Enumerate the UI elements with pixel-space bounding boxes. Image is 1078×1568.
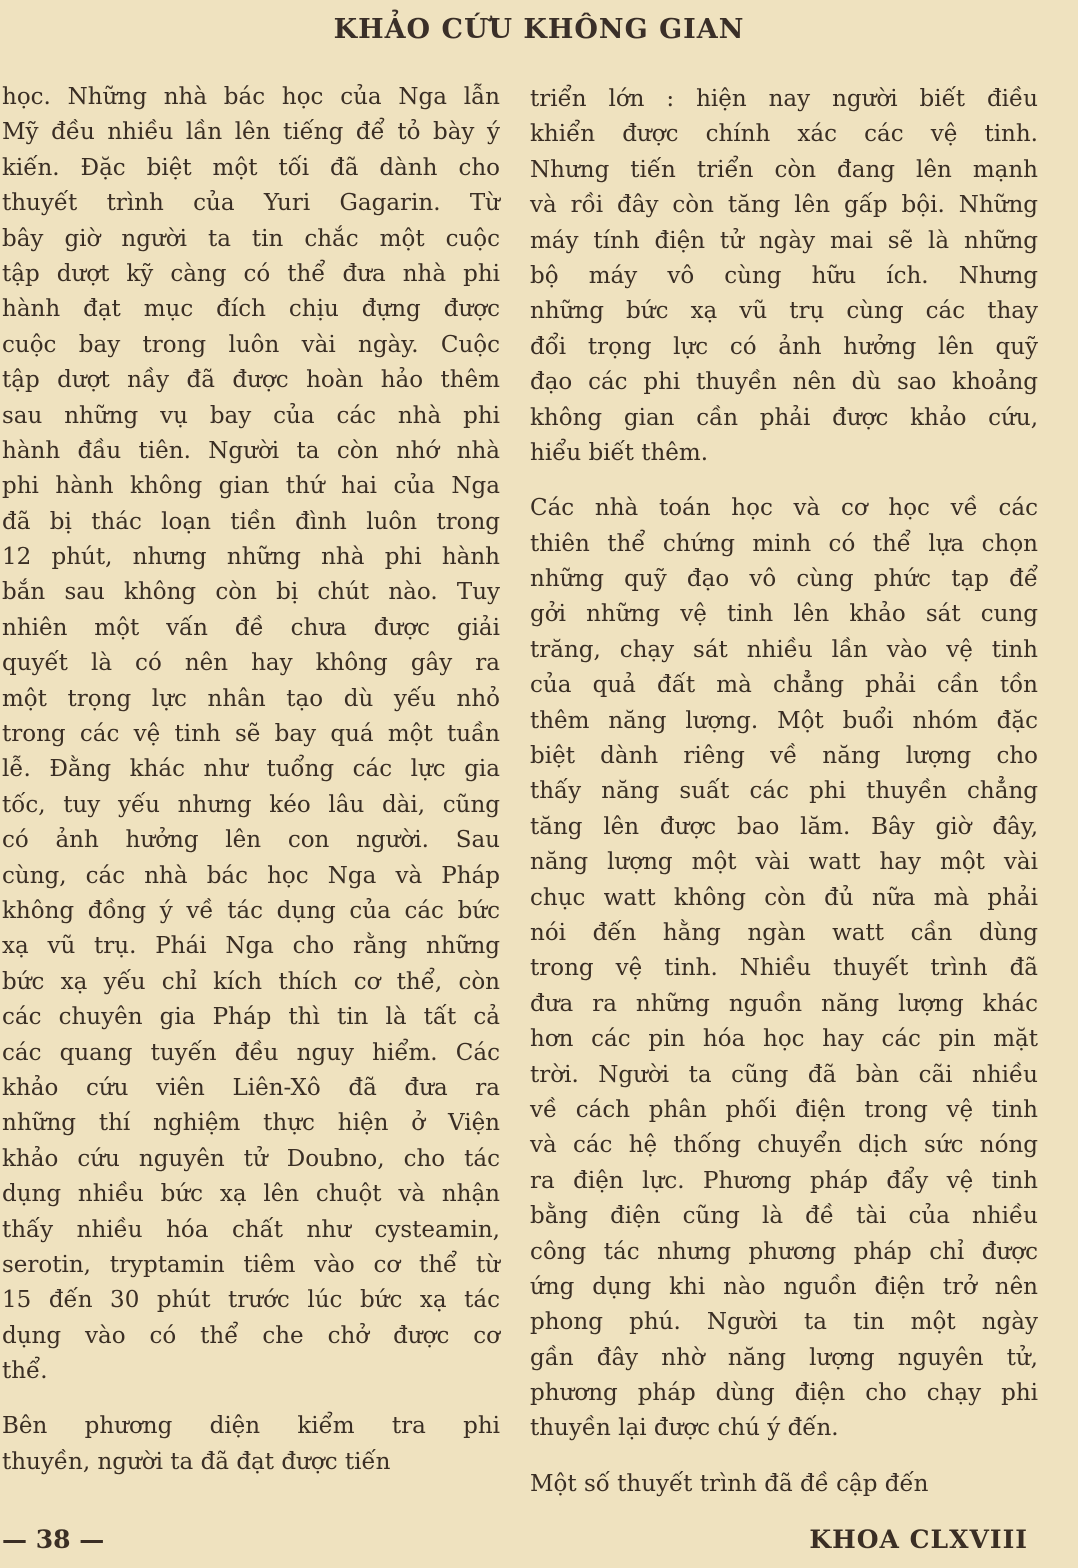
text-line: dụng vào có thể che chở được cơ (2, 1322, 500, 1349)
text-line: công tác nhưng phương pháp chỉ được (530, 1238, 1038, 1265)
text-line: dụng nhiều bức xạ lên chuột và nhận (2, 1181, 500, 1208)
text-line: những thí nghiệm thực hiện ở Viện (2, 1110, 500, 1137)
page-number: — 38 — (2, 1525, 105, 1554)
text-line: quyết là có nên hay không gây ra (2, 650, 500, 677)
text-line: gần đây nhờ năng lượng nguyên tử, (530, 1344, 1038, 1371)
text-line: tập dượt kỹ càng có thể đưa nhà phi (2, 260, 500, 287)
text-line: trong vệ tinh. Nhiều thuyết trình đã (530, 955, 1038, 982)
text-line: serotin, tryptamin tiêm vào cơ thể từ (2, 1251, 500, 1278)
text-line: chục watt không còn đủ nữa mà phải (530, 884, 1038, 911)
text-line: bây giờ người ta tin chắc một cuộc (2, 225, 500, 252)
text-line: về cách phân phối điện trong vệ tinh (530, 1096, 1038, 1123)
publication-name: KHOA CLXVIII (809, 1525, 1028, 1554)
text-line: trăng, chạy sát nhiều lần vào vệ tinh (530, 636, 1038, 663)
text-line: phong phú. Người ta tin một ngày (530, 1309, 1038, 1336)
text-line: hơn các pin hóa học hay các pin mặt (530, 1026, 1038, 1053)
text-line: gởi những vệ tinh lên khảo sát cung (530, 601, 1038, 628)
text-line: thuyền lại được chú ý đến. (530, 1415, 839, 1442)
text-line: phi hành không gian thứ hai của Nga (2, 473, 500, 500)
text-line: của quả đất mà chẳng phải cần tồn (530, 672, 1038, 699)
text-line: thêm năng lượng. Một buổi nhóm đặc (530, 707, 1038, 734)
text-line: học. Những nhà bác học của Nga lẫn (2, 84, 500, 110)
text-line: không đồng ý về tác dụng của các bức (2, 897, 500, 924)
text-line: nói đến hằng ngàn watt cần dùng (530, 919, 1038, 946)
text-line: máy tính điện tử ngày mai sẽ là những (530, 227, 1038, 254)
text-line: hiểu biết thêm. (530, 439, 709, 466)
paragraph (530, 1467, 1038, 1502)
left-text-column (2, 80, 500, 1480)
text-line: khiển được chính xác các vệ tinh. (530, 121, 1038, 148)
text-line: nhiên một vấn đề chưa được giải (2, 614, 500, 641)
text-line: đã bị thác loạn tiền đình luôn trong (2, 508, 500, 535)
text-line: một trọng lực nhân tạo dù yếu nhỏ (2, 685, 500, 712)
text-line: cuộc bay trong luôn vài ngày. Cuộc (2, 331, 500, 358)
text-line: thấy năng suất các phi thuyền chẳng (530, 778, 1038, 805)
text-line: trong các vệ tinh sẽ bay quá một tuần (2, 721, 500, 748)
text-line: sau những vụ bay của các nhà phi (2, 402, 500, 429)
text-line: cùng, các nhà bác học Nga và Pháp (2, 862, 500, 889)
text-line: lễ. Đằng khác như tuổng các lực gia (2, 756, 500, 783)
text-line: ứng dụng khi nào nguồn điện trở nên (530, 1273, 1038, 1300)
text-line: kiến. Đặc biệt một tối đã dành cho (2, 154, 500, 181)
text-line: các quang tuyến đều nguy hiểm. Các (2, 1039, 500, 1066)
text-line: khảo cứu nguyên tử Doubno, cho tác (2, 1145, 500, 1172)
text-line: hành đạt mục đích chịu đựng được (2, 296, 500, 323)
text-line: những bức xạ vũ trụ cùng các thay (530, 298, 1038, 325)
text-line: Các nhà toán học và cơ học về các (530, 495, 1038, 522)
text-line: thiên thể chứng minh có thể lựa chọn (530, 530, 1038, 557)
text-line: và rồi đây còn tăng lên gấp bội. Những (530, 192, 1038, 219)
text-line: Mỹ đều nhiều lần lên tiếng để tỏ bày ý (2, 119, 500, 146)
right-text-column (530, 82, 1038, 1502)
page-header-title: KHẢO CỨU KHÔNG GIAN (333, 14, 745, 45)
text-line: triển lớn : hiện nay người biết điều (530, 86, 1038, 112)
text-line: các chuyên gia Pháp thì tin là tất cả (2, 1004, 500, 1031)
paragraph (530, 491, 1038, 1447)
text-line: tăng lên được bao lăm. Bây giờ đây, (530, 813, 1038, 840)
text-line: 12 phút, nhưng những nhà phi hành (2, 544, 500, 571)
text-line: tốc, tuy yếu nhưng kéo lâu dài, cũng (2, 791, 500, 818)
text-line: đưa ra những nguồn năng lượng khác (530, 990, 1038, 1017)
text-line: thể. (2, 1358, 48, 1385)
paragraph-gap (530, 471, 1038, 491)
text-line: thuyết trình của Yuri Gagarin. Từ (2, 190, 500, 217)
text-line: trời. Người ta cũng đã bàn cãi nhiều (530, 1061, 1038, 1088)
text-line: khảo cứu viên Liên-Xô đã đưa ra (2, 1074, 500, 1101)
text-line: và các hệ thống chuyển dịch sức nóng (530, 1132, 1038, 1159)
text-line: xạ vũ trụ. Phái Nga cho rằng những (2, 933, 500, 960)
text-line: năng lượng một vài watt hay một vài (530, 849, 1038, 876)
text-line: đổi trọng lực có ảnh hưởng lên quỹ (530, 333, 1038, 360)
text-line: những quỹ đạo vô cùng phức tạp để (530, 566, 1038, 593)
paragraph (530, 82, 1038, 471)
text-line: có ảnh hưởng lên con người. Sau (2, 827, 500, 854)
paragraph-gap (530, 1447, 1038, 1467)
text-line: Bên phương diện kiểm tra phi (2, 1413, 500, 1440)
text-line: Nhưng tiến triển còn đang lên mạnh (530, 156, 1038, 183)
text-line: tập dượt nầy đã được hoàn hảo thêm (2, 367, 500, 394)
text-line: Một số thuyết trình đã đề cập đến (530, 1470, 929, 1497)
text-line: thấy nhiều hóa chất như cysteamin, (2, 1216, 500, 1243)
text-line: phương pháp dùng điện cho chạy phi (530, 1380, 1038, 1407)
paragraph-gap (2, 1389, 500, 1409)
text-line: thuyền, người ta đã đạt được tiến (2, 1448, 391, 1475)
text-line: không gian cần phải được khảo cứu, (530, 404, 1038, 431)
text-line: 15 đến 30 phút trước lúc bức xạ tác (2, 1287, 500, 1314)
text-line: bằng điện cũng là đề tài của nhiều (530, 1203, 1038, 1230)
text-line: bộ máy vô cùng hữu ích. Nhưng (530, 262, 1038, 289)
text-line: biệt dành riêng về năng lượng cho (530, 743, 1038, 770)
text-line: đạo các phi thuyền nên dù sao khoảng (530, 369, 1038, 396)
paragraph (2, 1409, 500, 1480)
text-line: hành đầu tiên. Người ta còn nhớ nhà (2, 437, 500, 464)
text-line: bức xạ yếu chỉ kích thích cơ thể, còn (2, 968, 500, 995)
text-line: ra điện lực. Phương pháp đẩy vệ tinh (530, 1167, 1038, 1194)
paragraph (2, 80, 500, 1389)
text-line: bắn sau không còn bị chút nào. Tuy (2, 579, 500, 606)
